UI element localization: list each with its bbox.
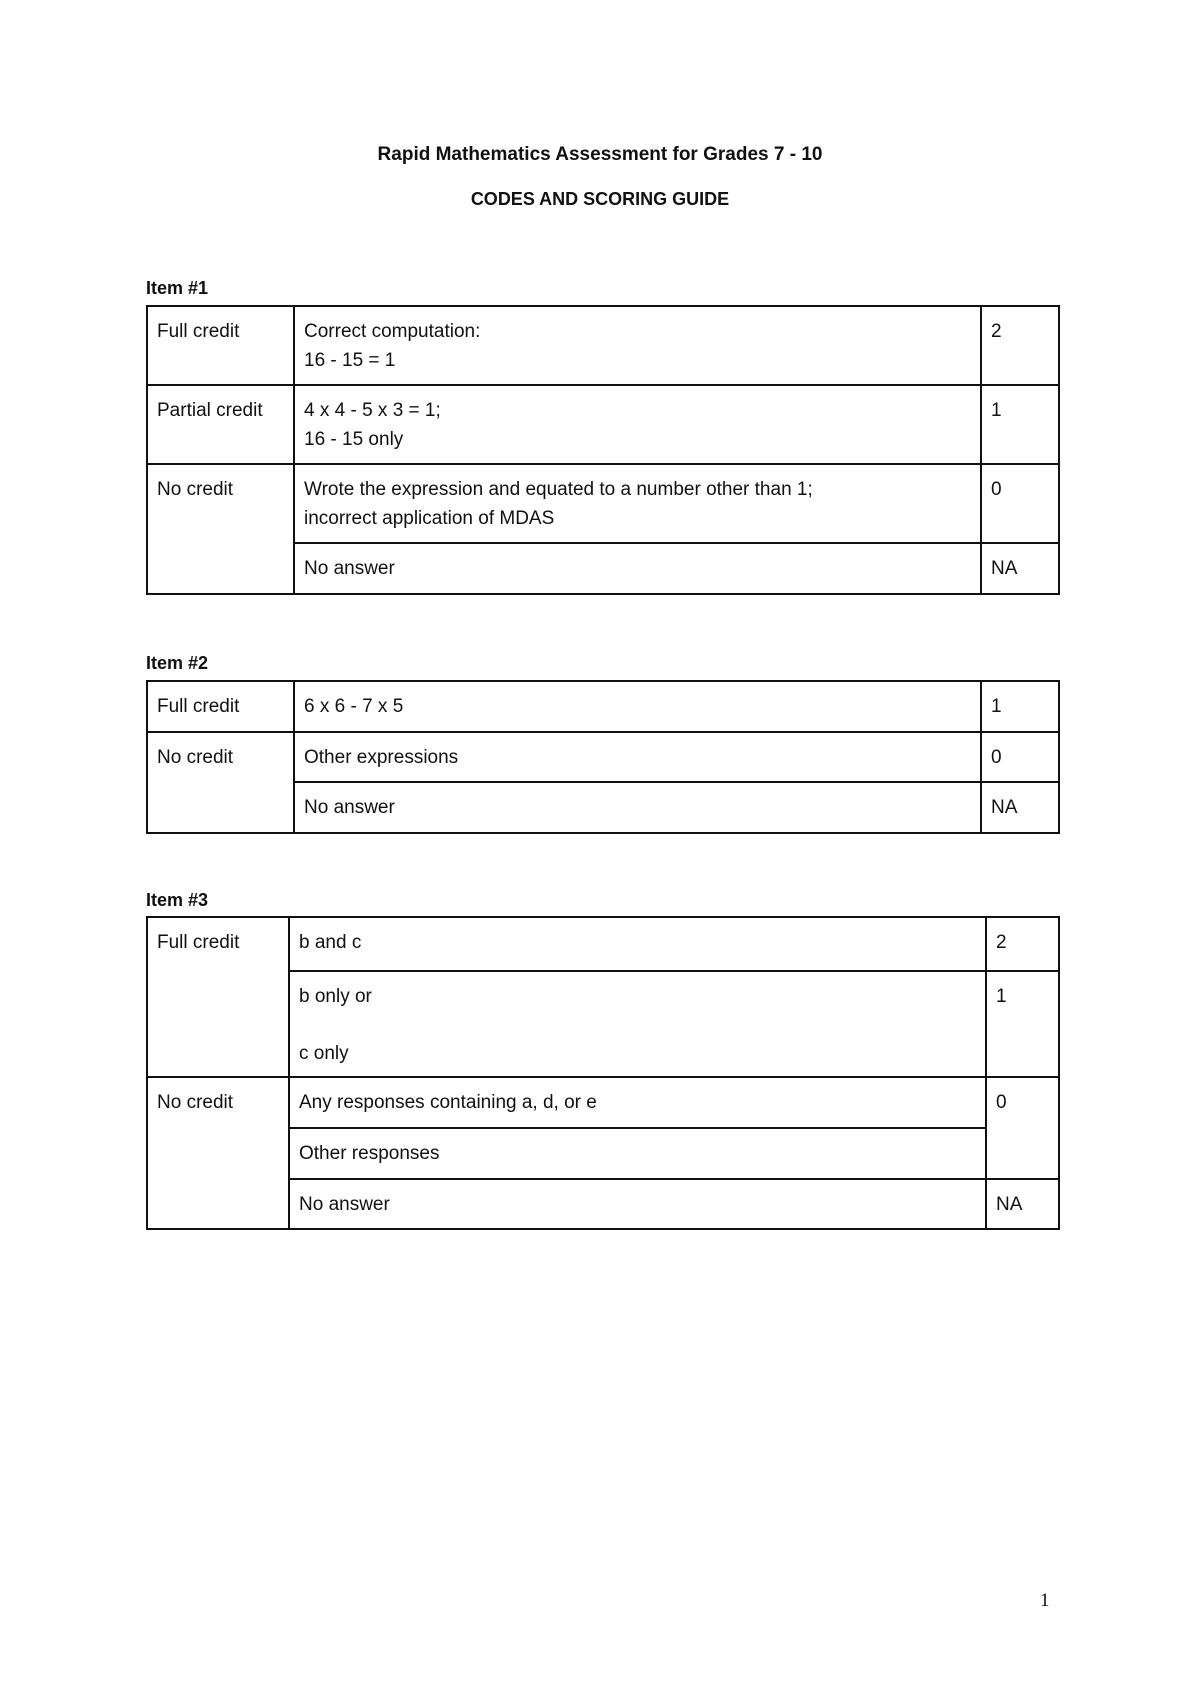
criteria-cell: [294, 464, 981, 543]
criteria-line: b and c: [299, 932, 362, 953]
score-cell: 2: [981, 306, 1059, 385]
criteria-line: 16 - 15 = 1: [304, 350, 396, 371]
table-row: [147, 464, 1059, 543]
credit-category: Full credit: [147, 681, 294, 732]
criteria-cell: [294, 732, 981, 782]
credit-category: No credit: [147, 464, 294, 594]
criteria-line: No answer: [304, 797, 395, 818]
criteria-line: Correct computation:: [304, 321, 481, 342]
criteria-cell: [289, 971, 986, 1077]
criteria-line: No answer: [304, 558, 395, 579]
score-cell: NA: [981, 782, 1059, 833]
criteria-cell: [294, 306, 981, 385]
credit-category: Full credit: [147, 917, 289, 1077]
criteria-line: b only or: [299, 986, 372, 1007]
score-cell: 0: [986, 1077, 1059, 1179]
criteria-line: c only: [299, 1043, 349, 1064]
criteria-cell: [289, 917, 986, 971]
criteria-cell: [294, 681, 981, 732]
page-number: 1: [1040, 1590, 1050, 1611]
criteria-cell: [289, 1179, 986, 1229]
score-cell: NA: [986, 1179, 1059, 1229]
criteria-cell: [294, 782, 981, 833]
criteria-line: 4 x 4 - 5 x 3 = 1;: [304, 400, 441, 421]
table-row: [147, 681, 1059, 732]
score-cell: 2: [986, 917, 1059, 971]
criteria-line: incorrect application of MDAS: [304, 508, 555, 529]
credit-category: No credit: [147, 1077, 289, 1229]
document-title: Rapid Mathematics Assessment for Grades 7 - 10: [377, 144, 823, 165]
criteria-line: Other expressions: [304, 747, 459, 768]
item-1-label: Item #1: [146, 278, 209, 298]
item-3-label: Item #3: [146, 890, 209, 910]
table-row: [147, 732, 1059, 782]
table-row: [147, 917, 1059, 971]
criteria-cell: [289, 1077, 986, 1128]
item-1-table: [146, 305, 1060, 595]
credit-category: Full credit: [147, 306, 294, 385]
table-row: [147, 385, 1059, 464]
criteria-cell: [294, 385, 981, 464]
criteria-cell: [294, 543, 981, 594]
table-row: [147, 306, 1059, 385]
score-cell: 0: [981, 464, 1059, 543]
criteria-line: No answer: [299, 1194, 390, 1215]
criteria-line: Other responses: [299, 1143, 440, 1164]
score-cell: 0: [981, 732, 1059, 782]
table-row: [147, 1077, 1059, 1128]
document-subtitle: CODES AND SCORING GUIDE: [470, 189, 730, 209]
score-cell: 1: [981, 681, 1059, 732]
credit-category: No credit: [147, 732, 294, 833]
score-cell: 1: [981, 385, 1059, 464]
criteria-line: Any responses containing a, d, or e: [299, 1092, 597, 1113]
criteria-line: Wrote the expression and equated to a number other than 1;: [304, 479, 813, 500]
score-cell: 1: [986, 971, 1059, 1077]
criteria-cell: [289, 1128, 986, 1179]
item-2-table: [146, 680, 1060, 834]
criteria-line: 6 x 6 - 7 x 5: [304, 696, 404, 717]
credit-category: Partial credit: [147, 385, 294, 464]
criteria-line: 16 - 15 only: [304, 429, 404, 450]
item-2-label: Item #2: [146, 653, 209, 673]
score-cell: NA: [981, 543, 1059, 594]
item-3-table: [146, 916, 1060, 1230]
